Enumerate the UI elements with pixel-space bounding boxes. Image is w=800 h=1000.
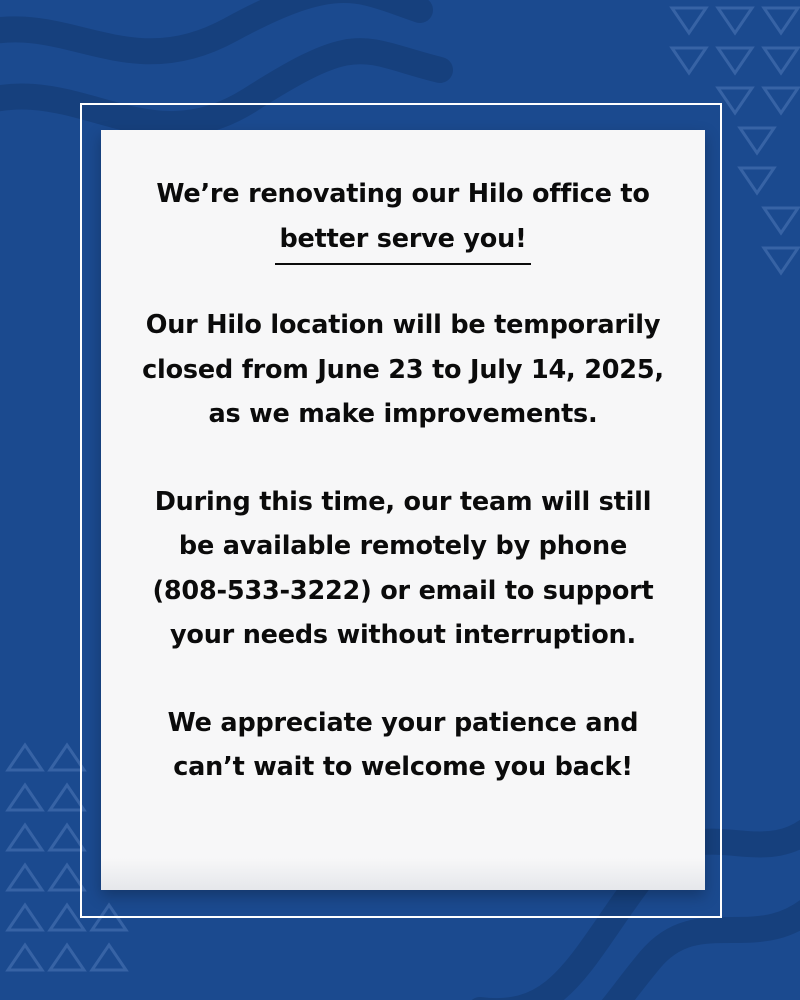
- heading-divider: [275, 263, 531, 265]
- phone-number-line: (808-533-3222) or email to support: [152, 575, 654, 606]
- notice-card: [101, 130, 705, 890]
- notice-heading: [101, 172, 705, 261]
- remote-line: your needs without interruption.: [169, 620, 636, 650]
- remote-support-paragraph: [101, 480, 705, 658]
- closing-line: We appreciate your patience and: [167, 707, 639, 738]
- closure-paragraph: [101, 303, 705, 437]
- heading-line: better serve you!: [279, 223, 527, 254]
- closure-line: as we make improvements.: [208, 399, 598, 429]
- closing-paragraph: [101, 701, 705, 790]
- closure-line: closed from June 23 to July 14, 2025,: [142, 354, 664, 385]
- heading-line: We’re renovating our Hilo office to: [156, 179, 650, 209]
- closing-line: can’t wait to welcome you back!: [173, 752, 633, 782]
- closure-line: Our Hilo location will be temporarily: [145, 310, 661, 340]
- remote-line: During this time, our team will still: [154, 486, 652, 517]
- remote-line: be available remotely by phone: [178, 531, 628, 561]
